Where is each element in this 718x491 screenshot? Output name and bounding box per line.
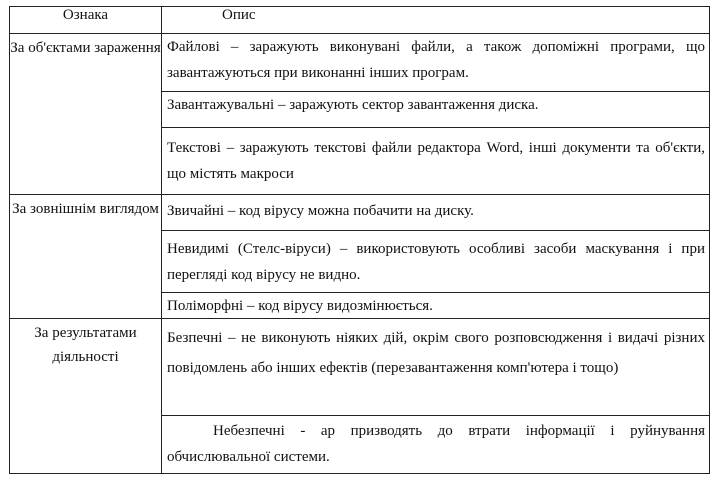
feature-cell: За результатами діяльності: [10, 319, 162, 474]
description-item-dangerous: Небезпечні - ар призводять до втрати інформації і руйнування обчислювальної системи.: [162, 415, 709, 473]
description-item-harmless: Безпечні – не виконують ніяких дій, окрім свого розповсюдження і видачі різних повідомлень або інших ефектів (перезавантаження комп'ютера і тощо): [167, 330, 705, 376]
description-item-polymorphic: Поліморфні – код вірусу видозмінюється.: [162, 292, 709, 318]
description-cell: [162, 34, 710, 195]
description-item-file-viruses: Файлові – заражують виконувані файли, а також допоміжні програми, що завантажуються при виконанні інших програм.: [167, 39, 705, 81]
description-cell: [162, 319, 710, 474]
description-item-boot-viruses: Завантажувальні – заражують сектор завантаження диска.: [162, 91, 709, 127]
description-item-macro-viruses: Текстові – заражують текстові файли редактора Word, інші документи та об'єкти, що містять макроси: [162, 127, 709, 194]
description-cell: [162, 195, 710, 319]
table-row-activity: [10, 319, 710, 474]
feature-cell: За зовнішнім виглядом: [10, 195, 162, 319]
table-row-infection-objects: [10, 34, 710, 195]
header-feature: Ознака: [10, 7, 162, 34]
header-description: Опис: [162, 7, 710, 34]
table-header-row: [10, 7, 710, 34]
virus-classification-table: [9, 6, 710, 474]
feature-cell: За об'єктами зараження: [10, 34, 162, 195]
description-item-stealth: Невидимі (Стелс-віруси) – використовують особливі засоби маскування і при перегляді код вірусу не видно.: [162, 230, 709, 292]
table-row-appearance: [10, 195, 710, 319]
description-item-ordinary: Звичайні – код вірусу можна побачити на диску.: [167, 203, 474, 219]
